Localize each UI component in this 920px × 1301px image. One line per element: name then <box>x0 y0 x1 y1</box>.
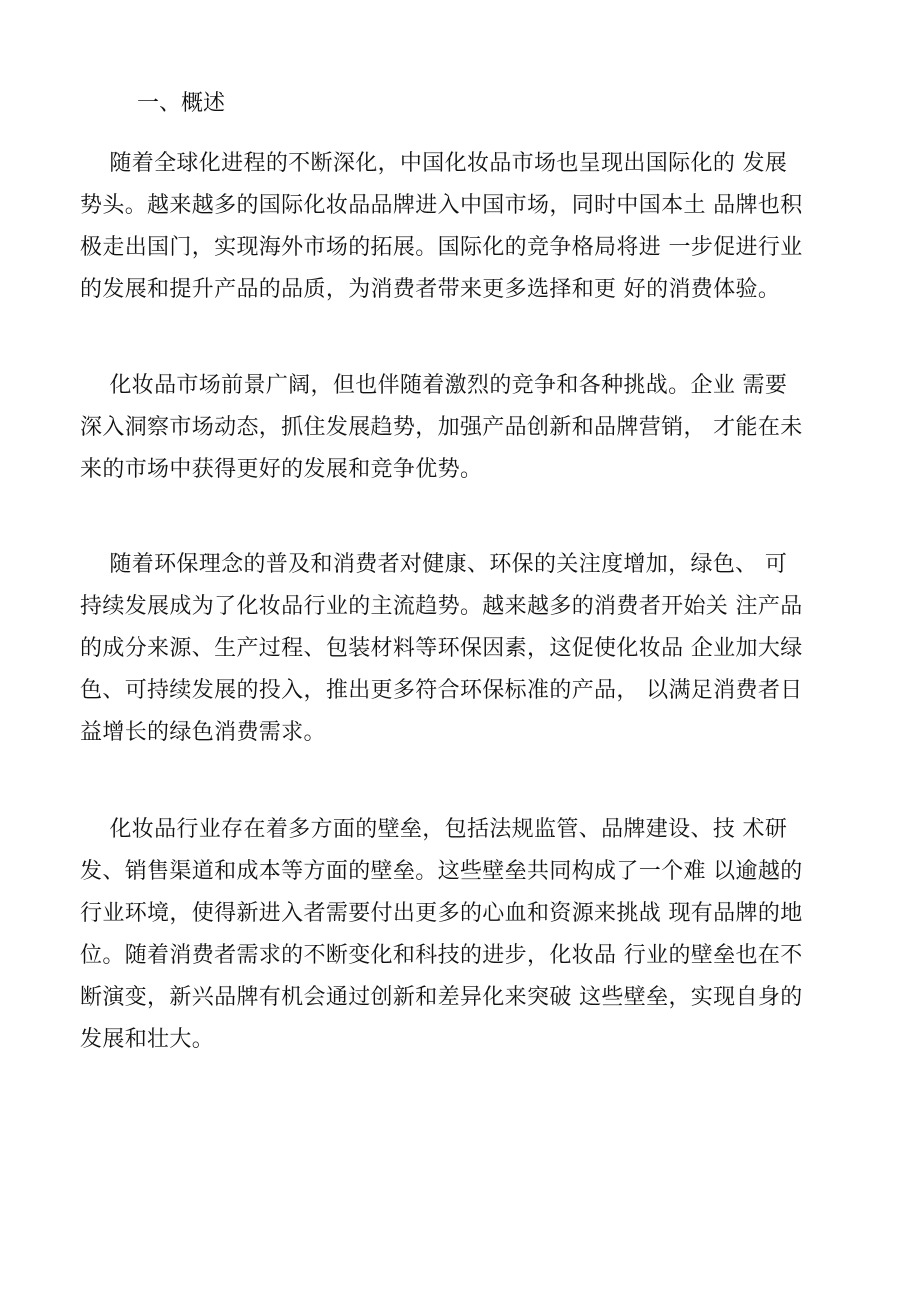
paragraph-line: 行业环境，使得新进入者需要付出更多的心血和资源来挑战 现有品牌的地 <box>80 901 803 926</box>
paragraph-line: 化妆品行业存在着多方面的壁垒，包括法规监管、品牌建设、技 术研 <box>80 817 788 842</box>
paragraph-market-outlook <box>80 365 840 491</box>
paragraph-line: 随着环保理念的普及和消费者对健康、环保的关注度增加，绿色、 可 <box>80 552 788 577</box>
paragraph-line: 随着全球化进程的不断深化，中国化妆品市场也呈现出国际化的 发展 <box>80 151 788 176</box>
paragraph-line: 发展和壮大。 <box>80 1027 215 1052</box>
paragraph-line: 发、销售渠道和成本等方面的壁垒。这些壁垒共同构成了一个难 以逾越的 <box>80 859 803 884</box>
paragraph-sustainability <box>80 544 840 754</box>
paragraph-line: 化妆品市场前景广阔，但也伴随着激烈的竞争和各种挑战。企业 需要 <box>80 373 788 398</box>
paragraph-line: 色、可持续发展的投入，推出更多符合环保标准的产品， 以满足消费者日 <box>80 678 803 703</box>
paragraph-line: 来的市场中获得更好的发展和竞争优势。 <box>80 457 483 482</box>
paragraph-line: 断演变，新兴品牌有机会通过创新和差异化来突破 这些壁垒，实现自身的 <box>80 985 803 1010</box>
paragraph-line: 极走出国门，实现海外市场的拓展。国际化的竞争格局将进 一步促进行业 <box>80 235 803 260</box>
paragraph-line: 的成分来源、生产过程、包装材料等环保因素，这促使化妆品 企业加大绿 <box>80 636 803 661</box>
paragraph-line: 位。随着消费者需求的不断变化和科技的进步，化妆品 行业的壁垒也在不 <box>80 943 803 968</box>
paragraph-line: 持续发展成为了化妆品行业的主流趋势。越来越多的消费者开始关 注产品 <box>80 594 803 619</box>
paragraph-line: 势头。越来越多的国际化妆品品牌进入中国市场，同时中国本土 品牌也积 <box>80 193 803 218</box>
paragraph-line: 的发展和提升产品的品质，为消费者带来更多选择和更 好的消费体验。 <box>80 277 781 302</box>
paragraph-industry-barriers <box>80 809 840 1061</box>
paragraph-line: 益增长的绿色消费需求。 <box>80 720 326 745</box>
paragraph-line: 深入洞察市场动态，抓住发展趋势，加强产品创新和品牌营销， 才能在未 <box>80 415 803 440</box>
paragraph-globalization <box>80 143 840 311</box>
section-heading: 一、概述 <box>137 91 226 116</box>
